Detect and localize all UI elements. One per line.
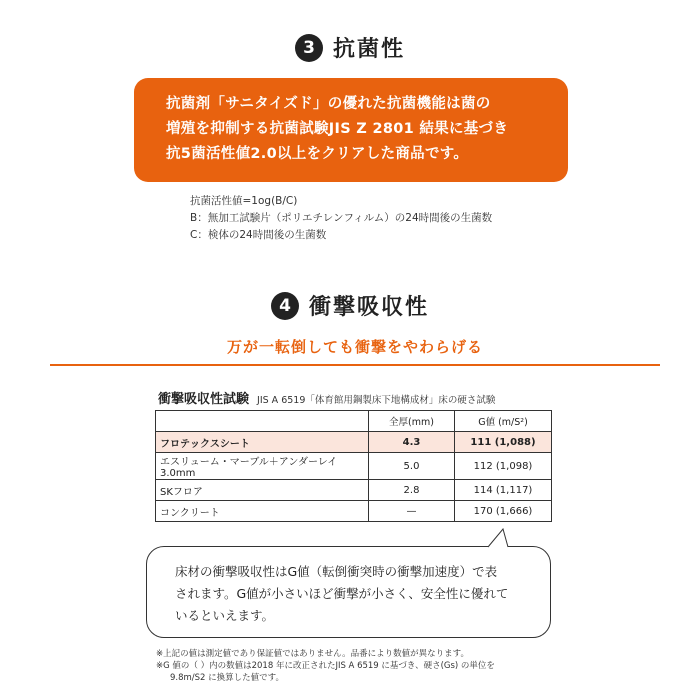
table-subtitle: JIS A 6519「体育館用鋼製床下地構成材」床の硬さ試験 xyxy=(257,395,496,406)
g-value-cell: 170 (1,666) xyxy=(455,501,552,522)
note-line: C：検体の24時間後の生菌数 xyxy=(190,229,327,241)
section-3-heading xyxy=(0,32,700,63)
impact-test-table xyxy=(155,410,552,522)
material-cell: コンクリート xyxy=(156,501,369,522)
material-cell: エスリューム・マーブル＋アンダーレイ3.0mm xyxy=(156,453,369,480)
footnote-line: ※G 値の（ ）内の数値は2018 年に改正されたJIS A 6519 に基づき、硬さ(Gs) の単位を xyxy=(156,661,495,671)
table-row xyxy=(156,480,552,501)
section-4-heading xyxy=(0,290,700,321)
thickness-cell: 4.3 xyxy=(369,432,455,453)
header-cell: G値 (m/S²) xyxy=(455,411,552,432)
material-cell: フロテックスシート xyxy=(156,432,369,453)
table-row xyxy=(156,453,552,480)
section-title: 抗菌性 xyxy=(332,37,405,62)
table-header-row xyxy=(156,411,552,432)
footnote-line: ※上記の値は測定値であり保証値ではありません。品番により数値が異なります。 xyxy=(156,649,469,659)
section-title: 衝撃吸収性 xyxy=(308,295,429,320)
g-value-cell: 112 (1,098) xyxy=(455,453,552,480)
footnotes xyxy=(156,648,495,684)
thickness-cell: — xyxy=(369,501,455,522)
footnote-line: 9.8m/S2 に換算した値です。 xyxy=(170,673,284,683)
header-cell xyxy=(156,411,369,432)
bubble-line: されます。G値が小さいほど衝撃が小さく、安全性に優れて xyxy=(175,586,509,601)
speech-bubble-tail xyxy=(486,528,516,548)
material-cell: SKフロア xyxy=(156,480,369,501)
callout-line: 抗菌剤「サニタイズド」の優れた抗菌機能は菌の xyxy=(166,96,491,112)
header-cell: 全厚(mm) xyxy=(369,411,455,432)
table-row xyxy=(156,501,552,522)
g-value-cell: 111 (1,088) xyxy=(455,432,552,453)
tagline: 万が一転倒しても衝撃をやわらげる xyxy=(226,338,483,356)
explanation-speech-bubble xyxy=(146,546,551,638)
table-title: 衝撃吸収性試験 xyxy=(158,392,250,407)
section-number-badge: 4 xyxy=(271,292,299,320)
thickness-cell: 2.8 xyxy=(369,480,455,501)
antibacterial-notes xyxy=(190,193,492,244)
callout-line: 抗5菌活性値2.0以上をクリアした商品です。 xyxy=(166,146,469,162)
g-value-cell: 114 (1,117) xyxy=(455,480,552,501)
tagline-banner xyxy=(50,336,660,366)
note-line: B：無加工試験片（ポリエチレンフィルム）の24時間後の生菌数 xyxy=(190,212,493,224)
table-row xyxy=(156,432,552,453)
section-number-badge: 3 xyxy=(295,34,323,62)
note-line: 抗菌活性値=1og(B/C) xyxy=(190,195,298,207)
table-heading xyxy=(158,388,495,407)
thickness-cell: 5.0 xyxy=(369,453,455,480)
bubble-line: いるといえます。 xyxy=(175,608,275,623)
bubble-line: 床材の衝撃吸収性はG値（転倒衝突時の衝撃加速度）で表 xyxy=(175,564,498,579)
callout-line: 増殖を抑制する抗菌試験JIS Z 2801 結果に基づき xyxy=(166,121,509,137)
antibacterial-callout xyxy=(134,78,568,182)
